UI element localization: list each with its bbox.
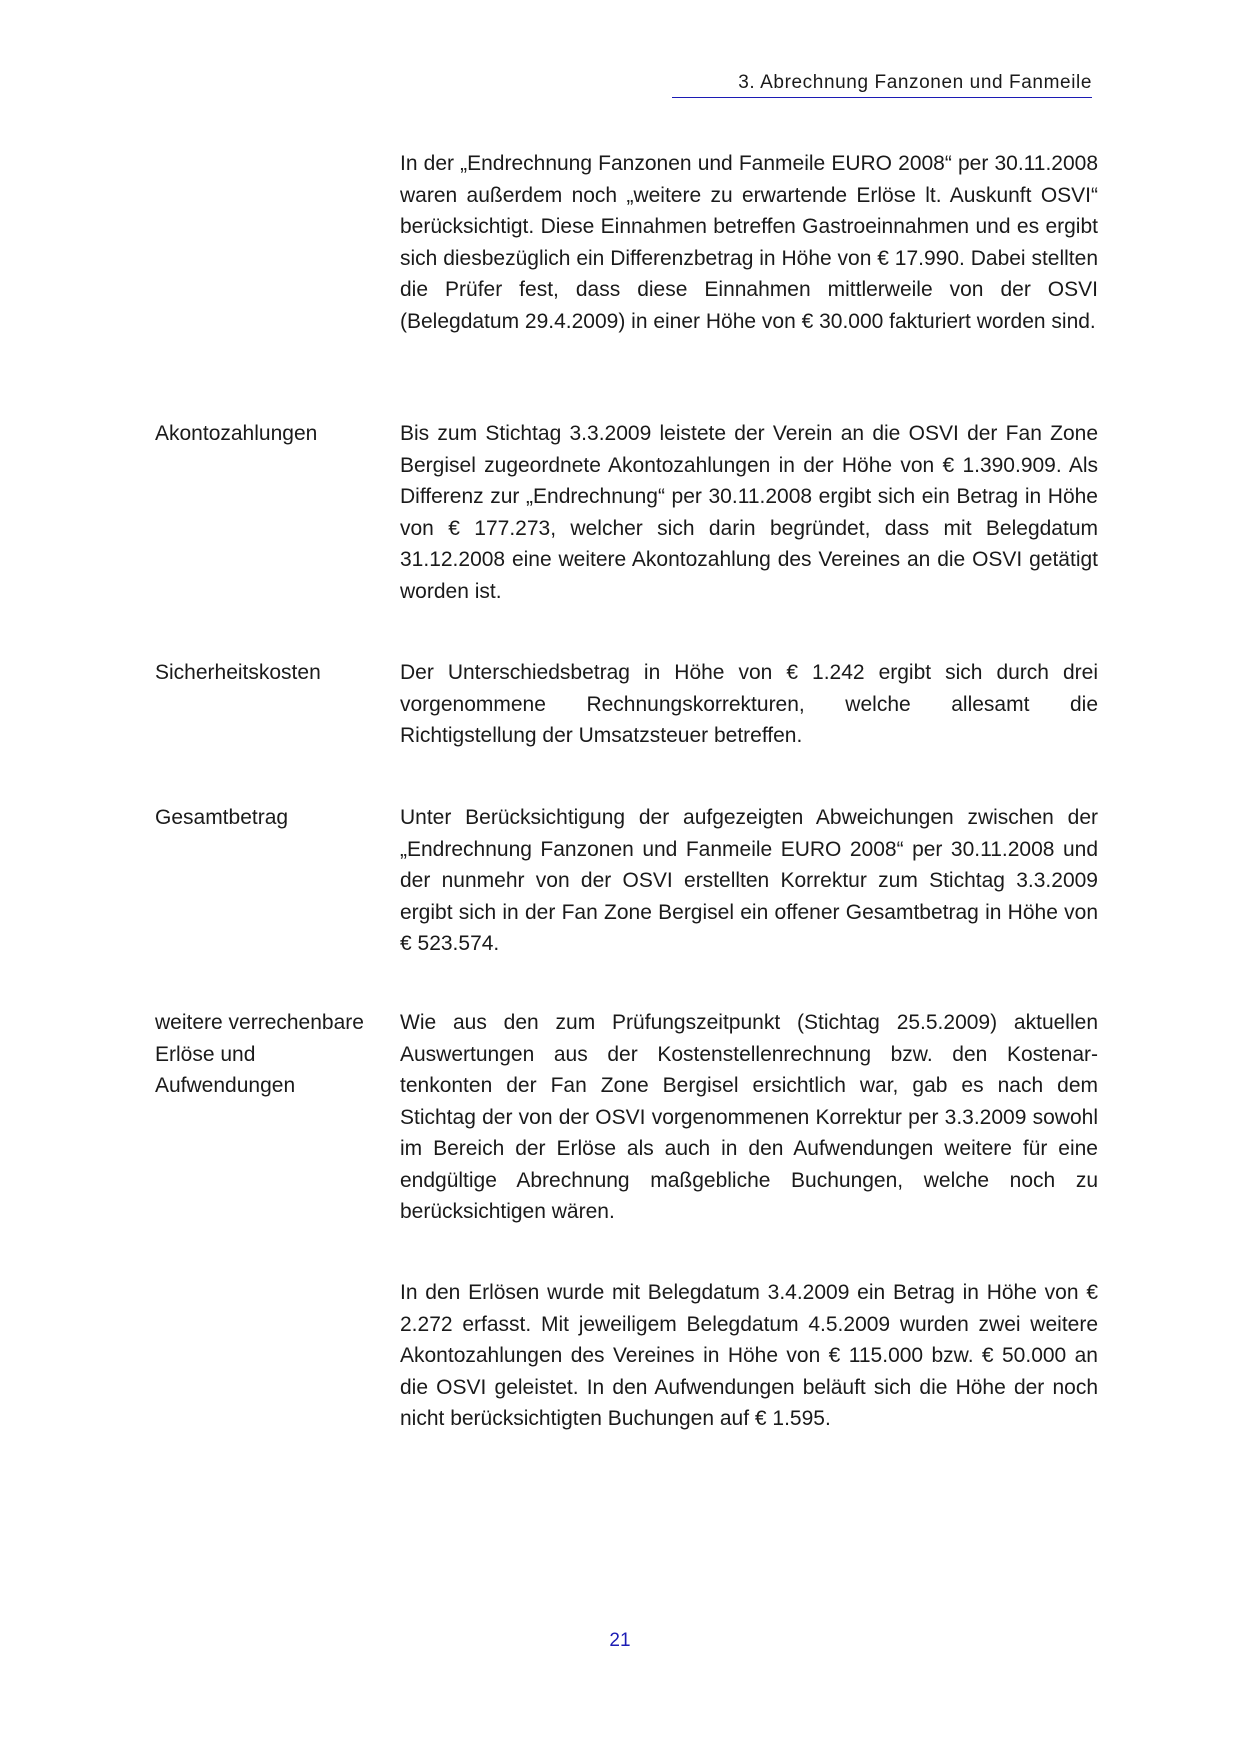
side-label-weitere-erloese: weitere verrechenbare Erlöse und Aufwendungen [155,1011,364,1097]
page-number: 21 [609,1630,631,1651]
side-label-gesamtbetrag: Gesamtbetrag [155,806,289,829]
paragraph-akontozahlungen: Bis zum Stichtag 3.3.2009 leistete der Verein an die OSVI der Fan Zone Bergisel zugeordnete Akontozahlungen in der Höhe von € 1.390.909. Als Differenz zur „Endrechnung“ per 30.11.2008 ergibt sich ein Betrag in Höhe von € 177.273, welcher sich darin begründet, dass mit Belegdatum 31.12.2008 eine weitere Akontozahlung des Vereines an die OSVI getätigt worden ist. [400,422,1098,603]
paragraph-gastroeinnahmen: In der „Endrechnung Fanzonen und Fanmeile EURO 2008“ per 30.11.2008 waren außerdem noch „weitere zu erwartende Erlöse lt. Auskunft OSVI“ berücksichtigt. Diese Einnahmen betreffen Gastroeinnahmen und es ergibt sich diesbezüglich ein Differenzbetrag in Höhe von € 17.990. Dabei stellten die Prüfer fest, dass diese Einnahmen mittlerweile von der OSVI (Belegdatum 29.4.2009) in einer Höhe von € 30.000 fakturiert worden sind. [400,152,1098,333]
paragraph-weitere-erloese: Wie aus den zum Prüfungszeitpunkt (Stichtag 25.5.2009) aktuellen Auswertungen aus der Kostenstellenrechnung bzw. den Kostenartenkonten der Fan Zone Bergisel ersichtlich war, gab es nach dem Stichtag der von der OSVI vorgenommenen Korrektur per 3.3.2009 sowohl im Bereich der Erlöse als auch in den Aufwendungen weitere für eine endgültige Abrechnung maßgebliche Buchungen, welche noch zu berücksichtigen wären. [400,1011,1098,1223]
paragraph-sicherheitskosten: Der Unterschiedsbetrag in Höhe von € 1.242 ergibt sich durch drei vorgenommene Rechnungskorrekturen, welche allesamt die Richtigstellung der Umsatzsteuer betreffen. [400,661,1098,747]
running-header: 3. Abrechnung Fanzonen und Fanmeile [672,72,1092,98]
side-label-akontozahlungen: Akontozahlungen [155,422,318,445]
paragraph-erloese-details: In den Erlösen wurde mit Belegdatum 3.4.2009 ein Betrag in Höhe von € 2.272 erfasst. Mit jeweiligem Belegdatum 4.5.2009 wurden zwei weitere Akontozahlungen des Vereines in Höhe von € 115.000 bzw. € 50.000 an die OSVI geleistet. In den Aufwendungen beläuft sich die Höhe der noch nicht berücksichtigten Buchungen auf € 1.595. [400,1281,1098,1430]
side-label-sicherheitskosten: Sicherheitskosten [155,661,321,684]
paragraph-gesamtbetrag: Unter Berücksichtigung der aufgezeigten Abweichungen zwischen der „Endrechnung Fanzonen und Fanmeile EURO 2008“ per 30.11.2008 und der nunmehr von der OSVI erstellten Korrektur zum Stichtag 3.3.2009 ergibt sich in der Fan Zone Bergisel ein offener Gesamtbetrag in Höhe von € 523.574. [400,806,1098,955]
